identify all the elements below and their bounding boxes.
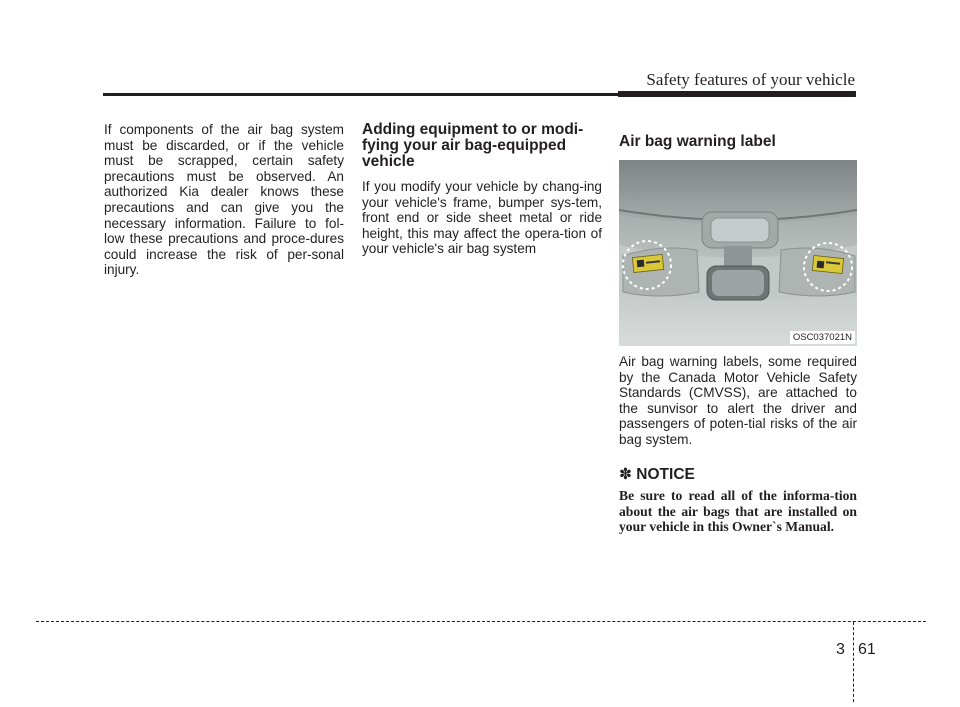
- header-rule-accent: [618, 91, 856, 97]
- warning-label-caption: Air bag warning labels, some required by the Canada Motor Vehicle Safety Standards (CMVSS), are attached to the sunvisor to alert the driver and passengers of poten-tial risks of the air bag system.: [619, 354, 857, 447]
- notice-text: Be sure to read all of the informa-tion about the air bags that are installed on your vehicle in this Owner`s Manual.: [619, 488, 857, 535]
- photo-reference-code: OSC037021N: [790, 331, 855, 344]
- section-heading-modifying: Adding equipment to or modi-fying your air bag-equipped vehicle: [362, 121, 584, 170]
- column-middle: [362, 112, 602, 257]
- section-heading-warning-label: Air bag warning label: [619, 133, 776, 150]
- modifying-paragraph: If you modify your vehicle by chang-ing your vehicle's frame, bumper sys-tem, front end or side sheet metal or ride height, this may affect the opera-tion of your vehicle's air bag system: [362, 179, 602, 257]
- notice-title: ✽ NOTICE: [619, 466, 695, 483]
- chapter-number: 3: [836, 641, 845, 658]
- column-left: [104, 122, 344, 278]
- column-right: [619, 124, 857, 150]
- footer-rule: [36, 621, 926, 622]
- footer-divider: [853, 622, 854, 702]
- page-number: 61: [858, 641, 876, 658]
- page-header-title: Safety features of your vehicle: [646, 70, 855, 89]
- airbag-label-photo: [619, 160, 857, 346]
- disposal-paragraph: If components of the air bag system must be discarded, or if the vehicle must be scrapped, certain safety precautions must be observed. An authorized Kia dealer knows these precautions and can give you the necessary information. Failure to fol-low these precautions and proce-dures could increase the risk of per-sonal injury.: [104, 122, 344, 278]
